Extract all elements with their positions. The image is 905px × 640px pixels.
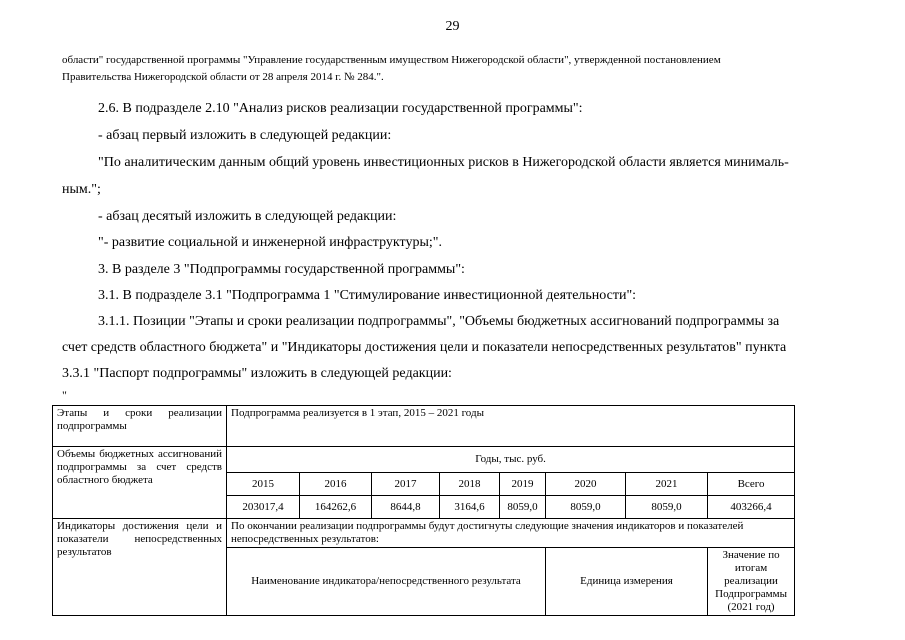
amount-cell: 8059,0 [626,496,708,519]
stages-value: Подпрограмма реализуется в 1 этап, 2015 – 2021 годы [227,406,795,447]
amount-cell: 203017,4 [227,496,300,519]
stages-row [53,406,795,447]
unit-header: Единица измерения [546,548,708,616]
indicators-intro: По окончании реализации подпрограммы будут достигнуты следующие значения индикаторов и показателей непосредственных результатов: [227,519,795,548]
paragraph-quote-line-1: "По аналитическим данным общий уровень инвестиционных рисков в Нижегородской области является минималь- [98,155,789,170]
amount-cell: 8059,0 [500,496,546,519]
intro-text [62,52,858,86]
paragraph-3-1-1-line-3: 3.3.1 "Паспорт подпрограммы" изложить в следующей редакции: [62,366,452,381]
paragraph-abzac-first: - абзац первый изложить в следующей редакции: [98,128,392,143]
paragraph-2-6: 2.6. В подразделе 2.10 "Анализ рисков реализации государственной программы": [98,101,583,116]
total-amount-cell: 403266,4 [708,496,795,519]
budget-years-header: Годы, тыс. руб. [227,447,795,473]
year-cell: 2021 [626,473,708,496]
stages-label: Этапы и сроки реализации подпрограммы [53,406,227,447]
indicators-label: Индикаторы достижения цели и показатели непосредственных результатов [53,519,227,616]
year-cell: 2017 [372,473,440,496]
intro-line-1: области" государственной программы "Управление государственным имуществом Нижегородской области", утвержденной постановлением [62,54,721,66]
paragraph-3-1-1-line-1: 3.1.1. Позиции "Этапы и сроки реализации подпрограммы", "Объемы бюджетных ассигнований подпрограммы за [98,314,780,329]
value-header: Значение по итогам реализации Подпрограммы (2021 год) [708,548,795,616]
paragraph-section-3: 3. В разделе 3 "Подпрограммы государственной программы": [98,262,465,277]
budget-label: Объемы бюджетных ассигнований подпрограммы за счет средств областного бюджета [53,447,227,519]
year-cell: 2018 [440,473,500,496]
amount-cell: 164262,6 [300,496,372,519]
year-cell: 2019 [500,473,546,496]
amount-cell: 8059,0 [546,496,626,519]
amount-cell: 3164,6 [440,496,500,519]
year-cell: 2016 [300,473,372,496]
budget-header-row [53,447,795,473]
indicators-intro-row [53,519,795,548]
passport-table [52,405,795,616]
indicator-name-header: Наименование индикатора/непосредственного результата [227,548,546,616]
paragraph-infrastructure: "- развитие социальной и инженерной инфраструктуры;". [98,235,442,250]
year-cell: 2020 [546,473,626,496]
paragraph-3-1-1-line-2: счет средств областного бюджета" и "Индикаторы достижения цели и показатели непосредственных результатов" пункта [62,340,787,355]
year-cell: 2015 [227,473,300,496]
page-number: 29 [445,19,460,34]
paragraph-abzac-tenth: - абзац десятый изложить в следующей редакции: [98,209,397,224]
opening-quote: " [62,388,67,402]
amount-cell: 8644,8 [372,496,440,519]
paragraph-3-1: 3.1. В подразделе 3.1 "Подпрограмма 1 "Стимулирование инвестиционной деятельности": [98,288,637,303]
intro-line-2: Правительства Нижегородской области от 28 апреля 2014 г. № 284.". [62,71,384,83]
paragraph-quote-line-2: ным."; [62,182,101,197]
total-header-cell: Всего [708,473,795,496]
